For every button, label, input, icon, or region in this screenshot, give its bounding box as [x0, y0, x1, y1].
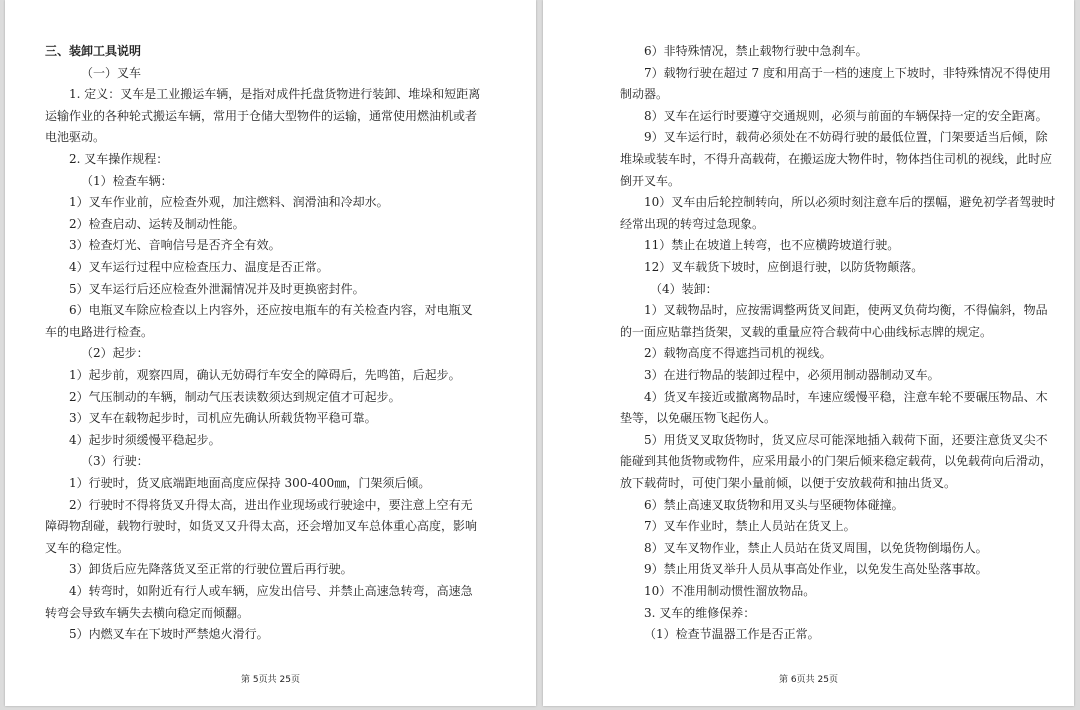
paragraph-line: （1）检查车辆： [81, 173, 173, 188]
paragraph-line: 垫等，以免碾压物飞起伤人。 [620, 411, 777, 426]
paragraph-line: 1）叉车作业前，应检查外观，加注燃料、润滑油和冷却水。 [69, 195, 389, 210]
paragraph-line: 2）检查启动、运转及制动性能。 [69, 216, 245, 231]
paragraph-line: 障碍物刮碰，载物行驶时，如货叉又升得太高，还会增加叉车总体重心高度，影响 [45, 519, 478, 534]
paragraph-line: 5）叉车运行后还应检查外泄漏情况并及时更换密封件。 [69, 281, 365, 296]
paragraph-line: 电池驱动。 [45, 130, 106, 145]
paragraph-line: 3）卸货后应先降落货叉至正常的行驶位置后再行驶。 [69, 562, 353, 577]
paragraph-line: 3. 叉车的维修保养： [644, 605, 756, 620]
paragraph-line: 车的电路进行检查。 [45, 324, 154, 339]
paragraph-line: 制动器。 [620, 87, 669, 102]
paragraph-line: 2. 叉车操作规程： [69, 152, 169, 166]
page-number-footer: 第 6页共 25页 [779, 675, 838, 685]
paragraph-line: （4）装卸： [650, 281, 718, 296]
paragraph-line: 6）禁止高速叉取货物和用叉头与坚硬物体碰撞。 [644, 497, 904, 512]
paragraph-line: 运输作业的各种轮式搬运车辆，常用于仓储大型物件的运输，通常使用燃油机或者 [45, 108, 478, 123]
paragraph-line: 1）叉载物品时，应按需调整两货叉间距，使两叉负荷均衡，不得偏斜，物品 [644, 303, 1048, 318]
paragraph-line: （一）叉车 [81, 65, 142, 80]
paragraph-line: 堆垛或装车时，不得升高载荷，在搬运庞大物件时，物体挡住司机的视线，此时应 [620, 152, 1053, 166]
paragraph-line: 3）检查灯光、音响信号是否齐全有效。 [69, 238, 281, 253]
paragraph-line: 4）转弯时，如附近有行人或车辆，应发出信号、并禁止高速急转弯，高速急 [69, 584, 473, 598]
paragraph-line: 9）叉车运行时，载荷必须处在不妨碍行驶的最低位置，门架要适当后倾，除 [644, 130, 1048, 145]
section-heading: 三、装卸工具说明 [45, 44, 142, 58]
paragraph-line: 7）叉车作业时，禁止人员站在货叉上。 [644, 519, 856, 534]
paragraph-line: 1）行驶时，货叉底端距地面高度应保持 300-400㎜，门架须后倾。 [69, 476, 431, 490]
paragraph-line: （1）检查节温器工作是否正常。 [644, 627, 820, 642]
paragraph-line: 4）叉车运行过程中应检查压力、温度是否正常。 [69, 260, 329, 274]
paragraph-line: 倒开叉车。 [620, 173, 681, 188]
document-page-6 [543, 0, 1074, 706]
paragraph-line: 2）载物高度不得遮挡司机的视线。 [644, 346, 832, 361]
paragraph-line: 4）货叉车接近或撤离物品时，车速应缓慢平稳，注意车轮不要碾压物品、木 [644, 389, 1048, 404]
paragraph-line: 叉车的稳定性。 [45, 540, 130, 555]
paragraph-line: 转弯会导致车辆失去横向稳定而倾翻。 [45, 605, 250, 620]
paragraph-line: 10）不准用制动惯性溜放物品。 [644, 584, 816, 598]
paragraph-line: 1. 定义：叉车是工业搬运车辆，是指对成件托盘货物进行装卸、堆垛和短距离 [69, 87, 481, 102]
paragraph-line: 4）起步时须缓慢平稳起步。 [69, 432, 221, 447]
paragraph-line: 1）起步前，观察四周，确认无妨碍行车安全的障碍后，先鸣笛，后起步。 [69, 368, 461, 382]
paragraph-line: 8）叉车叉物作业，禁止人员站在货叉周围，以免货物倒塌伤人。 [644, 540, 988, 555]
paragraph-line: 7）载物行驶在超过 7 度和用高于一档的速度上下坡时，非特殊情况不得使用 [644, 65, 1051, 80]
paragraph-line: 经常出现的转弯过急现象。 [620, 216, 765, 231]
paragraph-line: （3）行驶： [81, 454, 149, 469]
paragraph-line: 5）内燃叉车在下坡时严禁熄火滑行。 [69, 627, 269, 642]
page-number-footer: 第 5页共 25页 [241, 675, 300, 685]
paragraph-line: 9）禁止用货叉举升人员从事高处作业，以免发生高处坠落事故。 [644, 562, 988, 577]
paragraph-line: 3）在进行物品的装卸过程中，必须用制动器制动叉车。 [644, 368, 940, 382]
paragraph-line: 2）气压制动的车辆，制动气压表读数须达到规定值才可起步。 [69, 389, 401, 404]
paragraph-line: 2）行驶时不得将货叉升得太高，进出作业现场或行驶途中，要注意上空有无 [69, 497, 473, 512]
paragraph-line: 5）用货叉叉取货物时，货叉应尽可能深地插入载荷下面，还要注意货叉尖不 [644, 432, 1048, 447]
paragraph-line: 的一面应贴靠挡货架，叉载的重量应符合载荷中心曲线标志牌的规定。 [620, 324, 993, 339]
paragraph-line: 12）叉车载货下坡时，应倒退行驶，以防货物颠落。 [644, 260, 924, 274]
paragraph-line: 10）叉车由后轮控制转向，所以必须时刻注意车后的摆幅，避免初学者驾驶时 [644, 195, 1056, 210]
paragraph-line: 放下载荷时，可使门架小量前倾，以便于安放载荷和抽出货叉。 [620, 476, 957, 490]
paragraph-line: 3）叉车在载物起步时，司机应先确认所载货物平稳可靠。 [69, 411, 377, 426]
paragraph-line: （2）起步： [81, 346, 149, 361]
paragraph-line: 6）电瓶叉车除应检查以上内容外，还应按电瓶车的有关检查内容，对电瓶叉 [69, 303, 473, 318]
paragraph-line: 8）叉车在运行时要遵守交通规则，必须与前面的车辆保持一定的安全距离。 [644, 108, 1048, 123]
paragraph-line: 6）非特殊情况，禁止载物行驶中急刹车。 [644, 44, 868, 58]
paragraph-line: 11）禁止在坡道上转弯，也不应横跨坡道行驶。 [644, 238, 900, 253]
paragraph-line: 能碰到其他货物或物件，应采用最小的门架后倾来稳定载荷，以免载荷向后滑动， [620, 454, 1053, 469]
document-page-5 [5, 0, 536, 706]
